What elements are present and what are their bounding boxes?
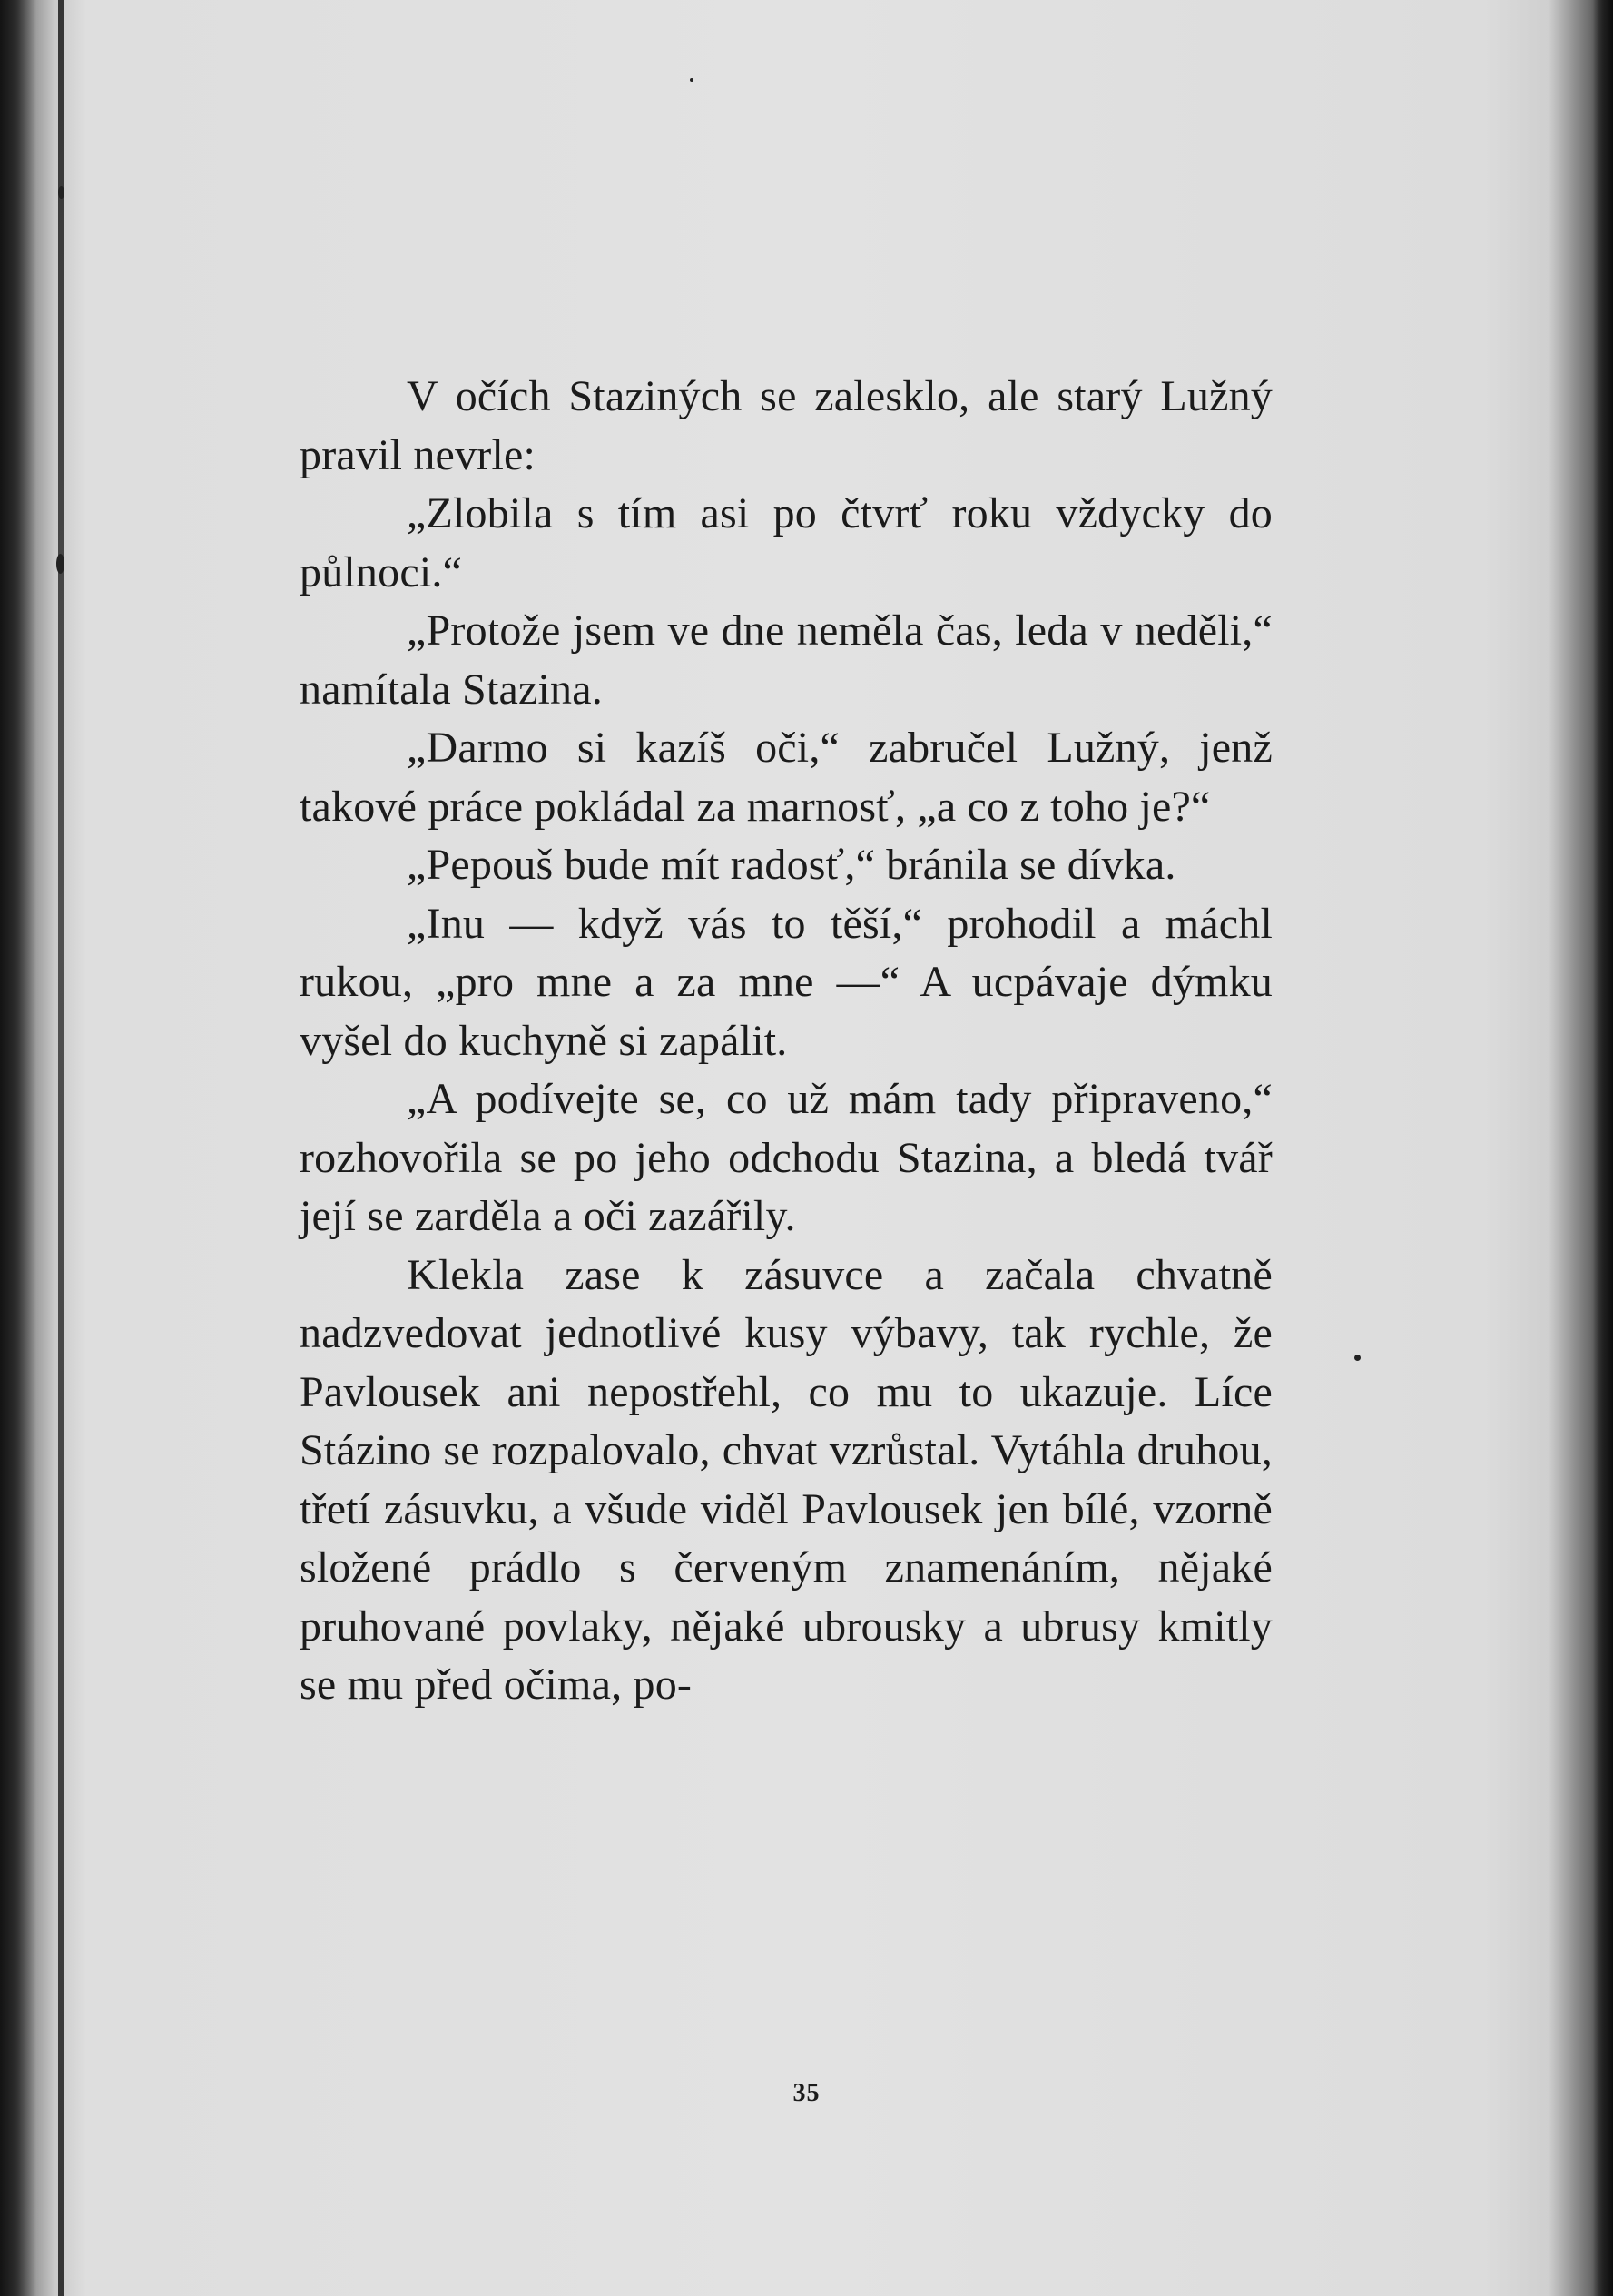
- paragraph: V očích Staziných se zalesklo, ale starý Lužný pravil nevrle:: [300, 372, 1273, 479]
- body-text: [300, 368, 1273, 1715]
- scan-speck: [58, 186, 64, 199]
- paragraph: „Darmo si kazíš oči,“ zabručel Lužný, jenž takové práce pokládal za marnosť, „a co z toho je?“: [300, 724, 1273, 831]
- scan-speck: [690, 78, 693, 82]
- paragraph: Klekla zase k zásuvce a začala chvatně nadzvedovat jednotlivé kusy výbavy, tak rychle, že Pavlousek ani nepostřehl, co mu to ukazuje. Líce Stázino se rozpalovalo, chvat vzrůstal. Vytáhla druhou, třetí zásuvku, a všude viděl Pavlousek jen bílé, vzorně složené prádlo s červeným znamenáním, nějaké pruhované povlaky, nějaké ubrousky a ubrusy kmitly se mu před očima, po-: [300, 1250, 1273, 1709]
- paragraph: „Protože jsem ve dne neměla čas, leda v neděli,“ namítala Stazina.: [300, 606, 1273, 714]
- binding-gutter-shadow: [0, 0, 54, 2296]
- paragraph: „Inu — když vás to těší,“ prohodil a máchl rukou, „pro mne a za mne —“ A ucpávaje dýmku vyšel do kuchyně si zapálit.: [300, 899, 1273, 1065]
- binding-edge: [58, 0, 64, 2296]
- paragraph: „Pepouš bude mít radosť,“ bránila se dívka.: [407, 841, 1176, 889]
- scan-speck: [1354, 1355, 1361, 1361]
- paragraph: „A podívejte se, co už mám tady připraveno,“ rozhovořila se po jeho odchodu Stazina, a bledá tvář její se zarděla a oči zazářily.: [300, 1075, 1273, 1240]
- page-number: 35: [792, 2079, 821, 2107]
- page-right-edge: [1593, 0, 1613, 2296]
- paragraph: „Zlobila s tím asi po čtvrť roku vždycky do půlnoci.“: [300, 489, 1273, 596]
- scan-speck: [56, 554, 64, 574]
